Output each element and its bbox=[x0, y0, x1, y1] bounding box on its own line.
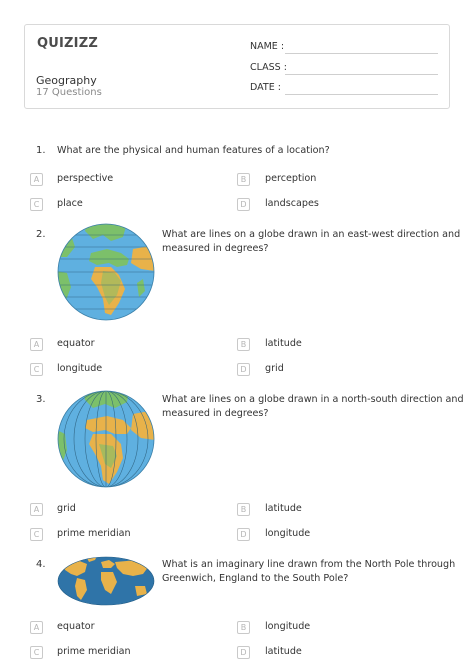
globe-latitude-image bbox=[57, 223, 155, 321]
q1-option-a-text: perspective bbox=[57, 173, 114, 184]
q3-option-d-text: longitude bbox=[265, 528, 311, 539]
q2-option-d-text: grid bbox=[265, 363, 284, 374]
question-count: 17 Questions bbox=[36, 87, 102, 98]
question-4-text-line-1: What is an imaginary line drawn from the North Pole through bbox=[162, 559, 456, 570]
question-4-number: 4. bbox=[36, 559, 46, 570]
q1-option-d-text: landscapes bbox=[265, 198, 319, 209]
worksheet-subject: Geography bbox=[36, 74, 97, 87]
q1-option-c-text: place bbox=[57, 198, 83, 209]
q1-option-b-box[interactable]: B bbox=[237, 173, 250, 186]
q2-option-c-text: longitude bbox=[57, 363, 103, 374]
question-2-number: 2. bbox=[36, 229, 46, 240]
name-label: NAME : bbox=[250, 41, 285, 52]
world-map-image bbox=[57, 556, 155, 606]
q3-option-c-text: prime meridian bbox=[57, 528, 131, 539]
date-field[interactable] bbox=[285, 94, 438, 95]
question-3-number: 3. bbox=[36, 394, 46, 405]
q1-option-b-text: perception bbox=[265, 173, 317, 184]
q2-option-a-box[interactable]: A bbox=[30, 338, 43, 351]
q1-option-d-box[interactable]: D bbox=[237, 198, 250, 211]
q4-option-a-box[interactable]: A bbox=[30, 621, 43, 634]
q4-option-b-text: longitude bbox=[265, 621, 311, 632]
q2-option-d-box[interactable]: D bbox=[237, 363, 250, 376]
class-field[interactable] bbox=[285, 74, 438, 75]
q2-option-a-text: equator bbox=[57, 338, 95, 349]
question-1-text: What are the physical and human features of a location? bbox=[57, 145, 330, 156]
q4-option-d-box[interactable]: D bbox=[237, 646, 250, 659]
q4-option-b-box[interactable]: B bbox=[237, 621, 250, 634]
date-label: DATE : bbox=[250, 82, 281, 93]
class-label: CLASS : bbox=[250, 62, 287, 73]
q4-option-c-box[interactable]: C bbox=[30, 646, 43, 659]
question-4-text-line-2: Greenwich, England to the South Pole? bbox=[162, 573, 349, 584]
q4-option-d-text: latitude bbox=[265, 646, 302, 657]
q2-option-b-box[interactable]: B bbox=[237, 338, 250, 351]
q3-option-c-box[interactable]: C bbox=[30, 528, 43, 541]
q4-option-a-text: equator bbox=[57, 621, 95, 632]
q3-option-b-box[interactable]: B bbox=[237, 503, 250, 516]
q1-option-a-box[interactable]: A bbox=[30, 173, 43, 186]
q3-option-b-text: latitude bbox=[265, 503, 302, 514]
q2-option-b-text: latitude bbox=[265, 338, 302, 349]
q3-option-a-box[interactable]: A bbox=[30, 503, 43, 516]
q3-option-d-box[interactable]: D bbox=[237, 528, 250, 541]
q4-option-c-text: prime meridian bbox=[57, 646, 131, 657]
question-3-text-line-1: What are lines on a globe drawn in a north-south direction and bbox=[162, 394, 464, 405]
q2-option-c-box[interactable]: C bbox=[30, 363, 43, 376]
question-1-number: 1. bbox=[36, 145, 46, 156]
q3-option-a-text: grid bbox=[57, 503, 76, 514]
question-3-text-line-2: measured in degrees? bbox=[162, 408, 269, 419]
name-field[interactable] bbox=[285, 53, 438, 54]
q1-option-c-box[interactable]: C bbox=[30, 198, 43, 211]
question-2-text-line-1: What are lines on a globe drawn in an east-west direction and bbox=[162, 229, 461, 240]
quizizz-logo: QUIZIZZ bbox=[37, 36, 98, 51]
globe-longitude-image bbox=[57, 390, 155, 488]
question-2-text-line-2: measured in degrees? bbox=[162, 243, 269, 254]
